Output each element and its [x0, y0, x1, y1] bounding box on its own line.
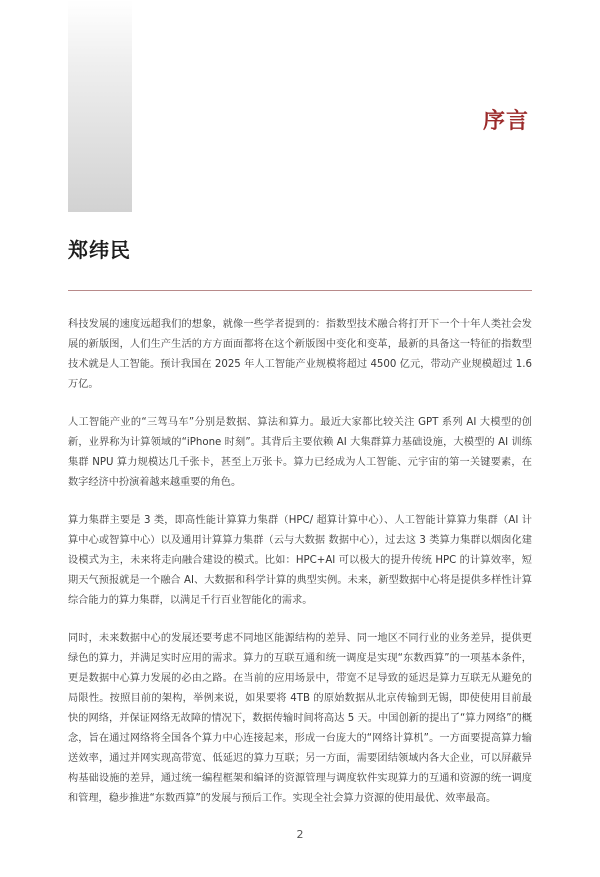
paragraph-2: 人工智能产业的“三驾马车”分别是数据、算法和算力。最近大家都比较关注 GPT 系列 AI 大模型的创新，业界称为计算领域的“iPhone 时刻”。其背后主要依赖 AI 大集群算力基础设施，大模型的 AI 训练集群 NPU 算力规模达几千张卡，甚至上万张卡。算力已经成为人工智能、元宇宙的第一关键要素，在数字经济中扮演着越来越重要的角色。 [68, 417, 532, 488]
author-name: 郑纬民 [68, 238, 131, 262]
divider [68, 290, 532, 291]
decorative-gray-block [68, 0, 132, 212]
body-text [68, 315, 532, 827]
paragraph-4: 同时，未来数据中心的发展还要考虑不同地区能源结构的差异、同一地区不同行业的业务差异，提供更绿色的算力，并满足实时应用的需求。算力的互联互通和统一调度是实现“东数西算”的一项基本条件，更是数据中心算力发展的必由之路。在当前的应用场景中，带宽不足导致的延迟是算力互联无从避免的局限性。按照目前的架构，举例来说，如果要将 4TB 的原始数据从北京传输到无锡，即使使用目前最快的网络，并保证网络无故障的情况下，数据传输时间将高达 5 天。中国创新的提出了“算力网络”的概念，旨在通过网络将全国各个算力中心连接起来，形成一台庞大的“网络计算机”。一方面要提高算力输送效率，通过并网实现高带宽、低延迟的算力互联；另一方面，需要团结领域内各大企业，可以屏蔽异构基础设施的差异，通过统一编程框架和编译的资源管理与调度软件实现算力的互通和资源的统一调度和管理，稳步推进“东数西算”的发展与预后工作。实现全社会算力资源的使用最优、效率最高。 [68, 633, 532, 804]
paragraph-3: 算力集群主要是 3 类，即高性能计算算力集群（HPC/ 超算计算中心）、人工智能计算算力集群（AI 计算中心或智算中心）以及通用计算算力集群（云与大数据 数据中心），过去这 3 类算力集群以烟囱化建设模式为主，未来将走向融合建设的模式。比如：HPC+AI 可以极大的提升传统 HPC 的计算效率，短期天气预报就是一个融合 AI、大数据和科学计算的典型实例。未来，新型数据中心将是提供多样性计算综合能力的算力集群，以满足千行百业智能化的需求。 [68, 515, 532, 606]
paragraph-1: 科技发展的速度远超我们的想象，就像一些学者提到的：指数型技术融合将打开下一个十年人类社会发展的新版图，人们生产生活的方方面面都将在这个新版图中变化和变革，最新的具备这一特征的指数型技术就是人工智能。预计我国在 2025 年人工智能产业规模将超过 4500 亿元，带动产业规模超过 1.6 万亿。 [68, 319, 532, 390]
section-title: 序言 [482, 109, 529, 134]
page-number: 2 [296, 828, 304, 841]
